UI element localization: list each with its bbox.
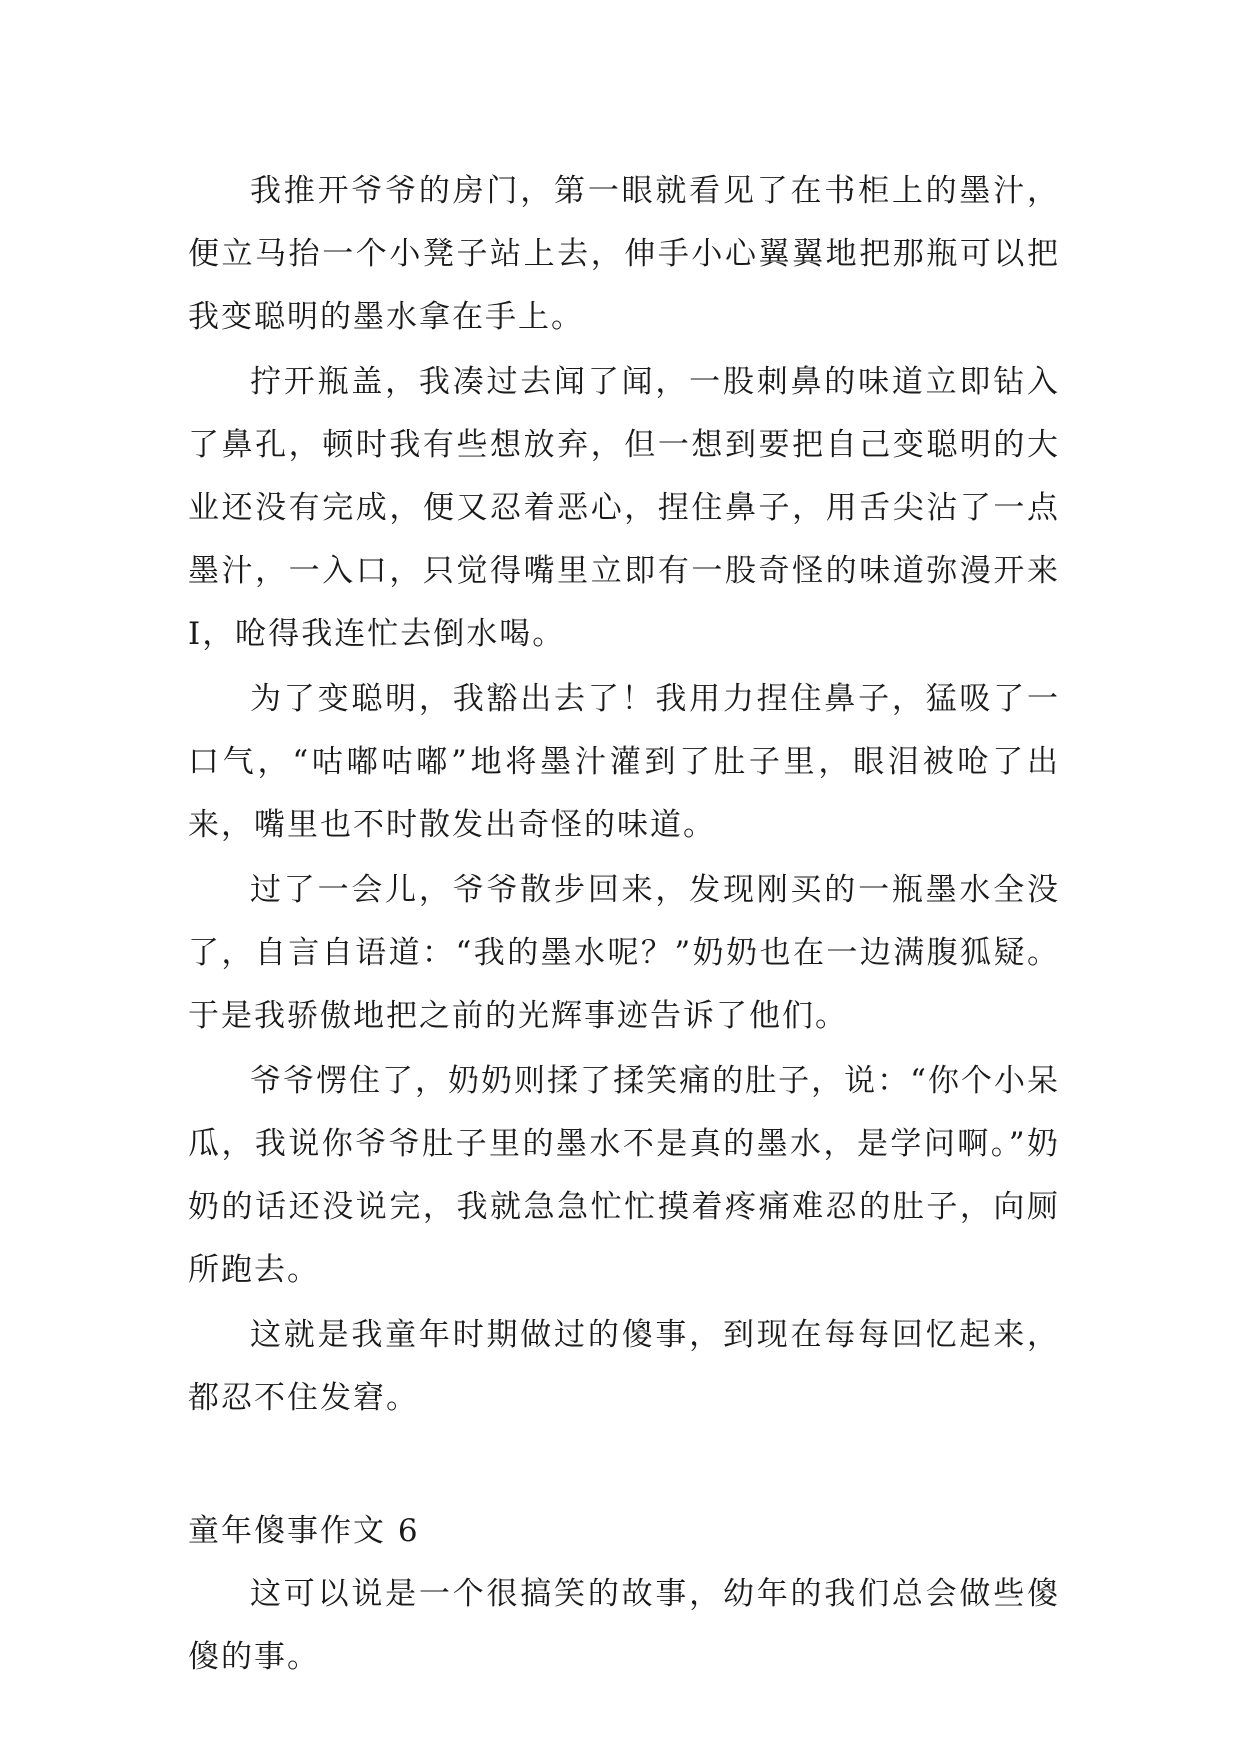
paragraph-1: 我推开爷爷的房门，第一眼就看见了在书柜上的墨汁，便立马抬一个小凳子站上去，伸手小心翼翼地把那瓶可以把我变聪明的墨水拿在手上。 (188, 173, 1060, 335)
paragraph-7: 这可以说是一个很搞笑的故事，幼年的我们总会做些傻傻的事。 (188, 1576, 1060, 1675)
paragraph-2: 拧开瓶盖，我凑过去闻了闻，一股刺鼻的味道立即钻入了鼻孔，顿时我有些想放弃，但一想到要把自己变聪明的大业还没有完成，便又忍着恶心，捏住鼻子，用舌尖沾了一点墨汁，一入口，只觉得嘴里立即有一股奇怪的味道弥漫开来I，呛得我连忙去倒水喝。 (188, 364, 1060, 652)
paragraph-5: 爷爷愣住了，奶奶则揉了揉笑痛的肚子，说：“你个小呆瓜，我说你爷爷肚子里的墨水不是真的墨水，是学问啊。”奶奶的话还没说完，我就急急忙忙摸着疼痛难忍的肚子，向厕所跑去。 (188, 1063, 1060, 1288)
paragraph-6: 这就是我童年时期做过的傻事，到现在每每回忆起来，都忍不住发窘。 (188, 1317, 1060, 1416)
document-body (188, 160, 1060, 1691)
section-title: 童年傻事作文 6 (188, 1513, 420, 1549)
paragraph-3: 为了变聪明，我豁出去了！我用力捏住鼻子，猛吸了一口气，“咕嘟咕嘟”地将墨汁灌到了肚子里，眼泪被呛了出来，嘴里也不时散发出奇怪的味道。 (188, 681, 1060, 843)
paragraph-4: 过了一会儿，爷爷散步回来，发现刚买的一瓶墨水全没了，自言自语道：“我的墨水呢？”奶奶也在一边满腹狐疑。于是我骄傲地把之前的光辉事迹告诉了他们。 (188, 872, 1060, 1034)
